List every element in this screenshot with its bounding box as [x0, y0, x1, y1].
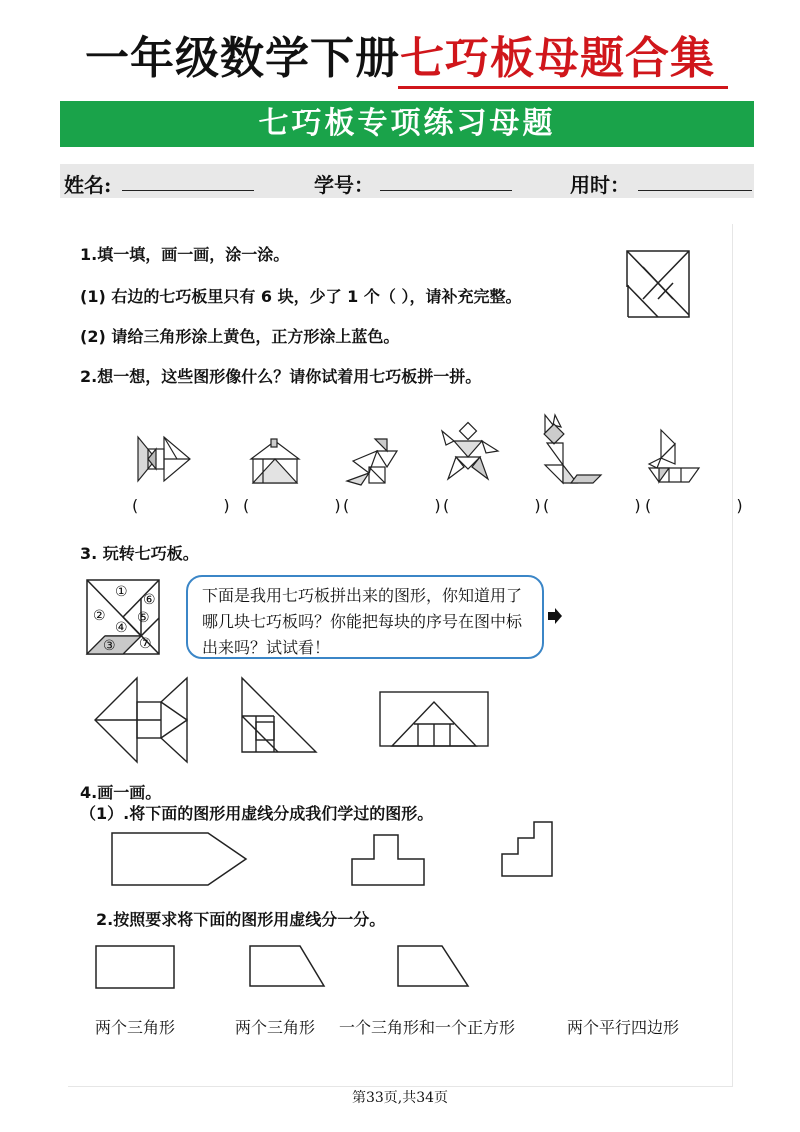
title-part-red: 七巧板母题合集 — [400, 33, 715, 84]
figure-person — [440, 423, 500, 485]
arrow-right-icon — [548, 608, 562, 624]
figure-squirrel — [345, 437, 401, 487]
shape-staircase — [500, 820, 556, 880]
piece-number-3: ③ — [103, 638, 116, 654]
page-title — [0, 22, 800, 86]
shape-rectangle — [94, 944, 176, 990]
shape-right-trapezoid-1 — [248, 944, 328, 990]
piece-number-1: ① — [115, 584, 128, 600]
piece-number-7: ⑦ — [139, 636, 152, 652]
figure-house — [247, 437, 303, 485]
time-label: 用时： — [570, 173, 630, 197]
answer-paren-5[interactable]: ( ) — [543, 496, 681, 515]
caption-1: 两个三角形 — [95, 1018, 176, 1037]
piece-number-2: ② — [93, 608, 106, 624]
name-label: 姓名: — [64, 173, 112, 197]
caption-3: 一个三角形和一个正方形 — [339, 1018, 516, 1037]
speech-bubble: 下面是我用七巧板拼出来的图形，你知道用了哪几块七巧板吗？你能把每块的序号在图中标出来吗？试试看！ — [186, 575, 544, 659]
piece-number-5: ⑤ — [137, 610, 150, 626]
q1-part1: (1) 右边的七巧板里只有 6 块，少了 1 个（ ），请补充完整。 — [80, 287, 522, 306]
caption-2: 两个三角形 — [235, 1018, 316, 1037]
student-info-bar — [60, 164, 754, 198]
title-part-black: 一年级数学下册 — [85, 33, 400, 84]
figure-cat — [541, 413, 603, 487]
answer-paren-6[interactable]: ( ) — [645, 496, 783, 515]
q3-title: 3. 玩转七巧板。 — [80, 544, 199, 563]
answer-paren-3[interactable]: ( ) — [343, 496, 481, 515]
answer-paren-1[interactable]: ( ) — [132, 496, 270, 515]
figure-rectangle-outline — [378, 690, 490, 748]
answer-paren-2[interactable]: ( ) — [243, 496, 381, 515]
caption-4: 两个平行四边形 — [567, 1018, 680, 1037]
page-number: 第33页,共34页 — [351, 1090, 449, 1106]
shape-right-trapezoid-2 — [396, 944, 472, 990]
incomplete-tangram-figure — [622, 249, 692, 319]
shape-pentagon-arrow — [110, 831, 250, 887]
answer-paren-4[interactable]: ( ) — [443, 496, 581, 515]
q4-part1: （1）.将下面的图形用虚线分成我们学过的图形。 — [80, 804, 434, 823]
title-underline — [398, 86, 728, 89]
q1-part2: (2) 请给三角形涂上黄色，正方形涂上蓝色。 — [80, 327, 400, 346]
figure-boat — [647, 428, 703, 486]
figure-fish — [134, 433, 194, 485]
number-label: 学号： — [314, 173, 374, 197]
number-field[interactable] — [380, 190, 512, 191]
time-field[interactable] — [638, 190, 752, 191]
piece-number-6: ⑥ — [143, 592, 156, 608]
figure-triangle-outline — [238, 676, 318, 754]
q4-title: 4.画一画。 — [80, 783, 162, 802]
q2-title: 2.想一想，这些图形像什么？请你试着用七巧板拼一拼。 — [80, 367, 482, 386]
q4-part2: 2.按照要求将下面的图形用虚线分一分。 — [96, 910, 386, 929]
name-field[interactable] — [122, 190, 254, 191]
figure-fish-outline — [93, 676, 189, 766]
piece-number-4: ④ — [115, 620, 128, 636]
section-banner: 七巧板专项练习母题 — [60, 101, 754, 147]
shape-t-block — [350, 833, 430, 889]
numbered-tangram — [85, 578, 161, 656]
q1-title: 1.填一填，画一画，涂一涂。 — [80, 245, 290, 264]
